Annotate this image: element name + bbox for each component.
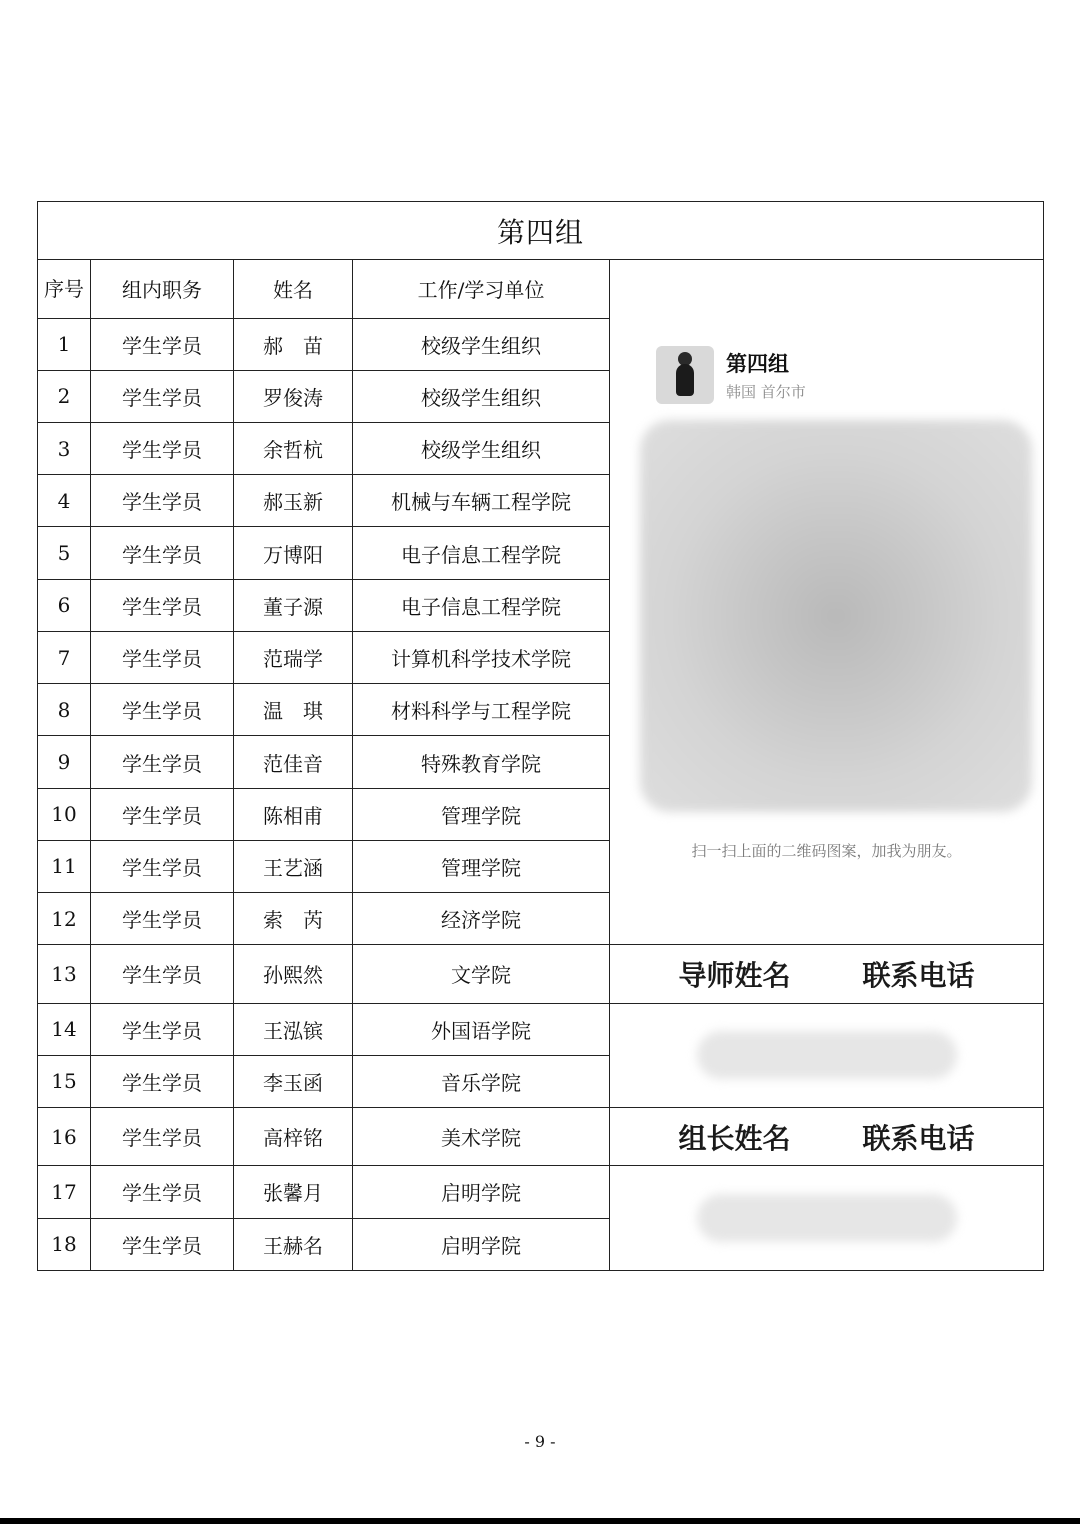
- row-seq: 10: [38, 788, 91, 840]
- header-name: 姓名: [234, 260, 353, 318]
- row-name: 王泓镔: [234, 1003, 353, 1055]
- row-role: 学生学员: [91, 1166, 234, 1218]
- qr-card-region: 韩国 首尔市: [726, 383, 806, 402]
- group-table: [37, 201, 1044, 1271]
- row-name: 范瑞学: [234, 631, 353, 683]
- row-seq: 17: [38, 1166, 91, 1218]
- row-unit: 管理学院: [353, 840, 610, 892]
- row-seq: 4: [38, 475, 91, 527]
- mentor-phone-label: 联系电话: [862, 958, 975, 992]
- row-unit: 外国语学院: [353, 1003, 610, 1055]
- qr-card-cell: [610, 260, 1044, 945]
- row-name: 范佳音: [234, 736, 353, 788]
- row-seq: 16: [38, 1108, 91, 1166]
- row-unit: 校级学生组织: [353, 318, 610, 370]
- row-unit: 计算机科学技术学院: [353, 631, 610, 683]
- row-unit: 特殊教育学院: [353, 736, 610, 788]
- row-unit: 校级学生组织: [353, 423, 610, 475]
- row-unit: 电子信息工程学院: [353, 579, 610, 631]
- row-role: 学生学员: [91, 788, 234, 840]
- page-number: - 9 -: [524, 1432, 556, 1451]
- qr-code-blurred: [640, 420, 1032, 812]
- row-name: 孙熙然: [234, 945, 353, 1003]
- row-name: 李玉函: [234, 1055, 353, 1107]
- row-name: 万博阳: [234, 527, 353, 579]
- row-seq: 14: [38, 1003, 91, 1055]
- row-name: 张馨月: [234, 1166, 353, 1218]
- row-role: 学生学员: [91, 370, 234, 422]
- row-seq: 2: [38, 370, 91, 422]
- row-role: 学生学员: [91, 840, 234, 892]
- row-seq: 15: [38, 1055, 91, 1107]
- row-name: 郝 苗: [234, 318, 353, 370]
- row-seq: 11: [38, 840, 91, 892]
- mentor-info-redacted: [610, 1003, 1044, 1107]
- row-unit: 材料科学与工程学院: [353, 684, 610, 736]
- row-seq: 1: [38, 318, 91, 370]
- group-title: 第四组: [38, 202, 1044, 260]
- qr-card: [610, 260, 1043, 944]
- qr-card-name: 第四组: [726, 352, 789, 377]
- row-unit: 启明学院: [353, 1218, 610, 1270]
- row-name: 索 芮: [234, 893, 353, 945]
- row-name: 罗俊涛: [234, 370, 353, 422]
- qr-card-caption: 扫一扫上面的二维码图案，加我为朋友。: [691, 842, 962, 861]
- row-role: 学生学员: [91, 475, 234, 527]
- row-unit: 电子信息工程学院: [353, 527, 610, 579]
- row-name: 董子源: [234, 579, 353, 631]
- row-seq: 3: [38, 423, 91, 475]
- row-role: 学生学员: [91, 631, 234, 683]
- row-role: 学生学员: [91, 684, 234, 736]
- leader-phone-label: 联系电话: [862, 1121, 975, 1155]
- row-seq: 9: [38, 736, 91, 788]
- mentor-name-label: 导师姓名: [678, 958, 791, 992]
- header-role: 组内职务: [91, 260, 234, 318]
- row-name: 温 琪: [234, 684, 353, 736]
- row-name: 高梓铭: [234, 1108, 353, 1166]
- row-role: 学生学员: [91, 423, 234, 475]
- row-name: 陈相甫: [234, 788, 353, 840]
- row-role: 学生学员: [91, 736, 234, 788]
- row-name: 王赫名: [234, 1218, 353, 1270]
- row-seq: 6: [38, 579, 91, 631]
- row-unit: 机械与车辆工程学院: [353, 475, 610, 527]
- row-unit: 管理学院: [353, 788, 610, 840]
- row-role: 学生学员: [91, 1108, 234, 1166]
- row-role: 学生学员: [91, 579, 234, 631]
- row-role: 学生学员: [91, 945, 234, 1003]
- leader-info-redacted: [610, 1166, 1044, 1271]
- row-seq: 12: [38, 893, 91, 945]
- leader-header: [610, 1108, 1044, 1166]
- redacted-leader-contact: [697, 1194, 957, 1242]
- row-role: 学生学员: [91, 1003, 234, 1055]
- row-role: 学生学员: [91, 318, 234, 370]
- row-unit: 校级学生组织: [353, 370, 610, 422]
- row-unit: 经济学院: [353, 893, 610, 945]
- row-seq: 18: [38, 1218, 91, 1270]
- row-name: 郝玉新: [234, 475, 353, 527]
- row-seq: 5: [38, 527, 91, 579]
- row-seq: 8: [38, 684, 91, 736]
- row-name: 余哲杭: [234, 423, 353, 475]
- row-unit: 文学院: [353, 945, 610, 1003]
- row-seq: 7: [38, 631, 91, 683]
- leader-name-label: 组长姓名: [678, 1121, 791, 1155]
- row-unit: 音乐学院: [353, 1055, 610, 1107]
- row-unit: 启明学院: [353, 1166, 610, 1218]
- row-role: 学生学员: [91, 527, 234, 579]
- row-role: 学生学员: [91, 893, 234, 945]
- row-role: 学生学员: [91, 1218, 234, 1270]
- avatar: [656, 346, 714, 404]
- row-role: 学生学员: [91, 1055, 234, 1107]
- mentor-header: [610, 945, 1044, 1003]
- row-seq: 13: [38, 945, 91, 1003]
- row-name: 王艺涵: [234, 840, 353, 892]
- header-unit: 工作/学习单位: [353, 260, 610, 318]
- row-unit: 美术学院: [353, 1108, 610, 1166]
- bottom-edge: [0, 1518, 1080, 1524]
- header-seq: 序号: [38, 260, 91, 318]
- redacted-mentor-contact: [697, 1031, 957, 1079]
